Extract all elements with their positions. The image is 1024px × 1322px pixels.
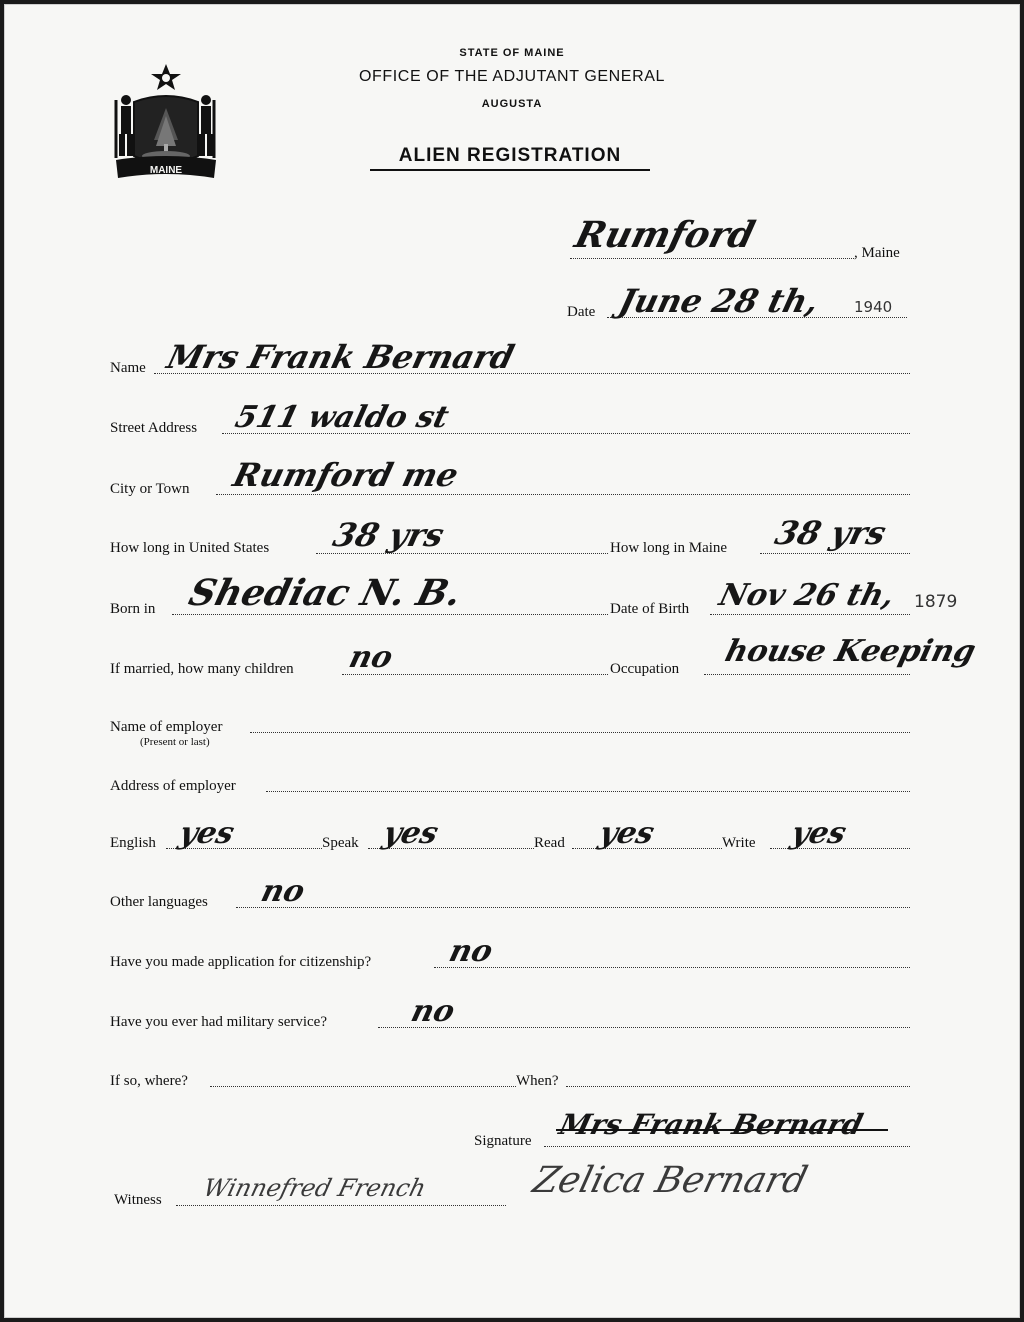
where-line [210, 1086, 516, 1087]
date-of-birth-label: Date of Birth [610, 601, 690, 617]
born-in-value: Shediac N. B. [184, 572, 466, 614]
signature-value: Zelica Bernard [528, 1160, 812, 1201]
city-line [216, 494, 910, 495]
town-line [570, 258, 854, 259]
where-label: If so, where? [110, 1073, 188, 1089]
employer-address-line [266, 791, 910, 792]
read-label: Read [534, 835, 565, 851]
street-label: Street Address [110, 420, 198, 436]
city-heading: AUGUSTA [481, 98, 543, 110]
form-title: ALIEN REGISTRATION [370, 145, 650, 171]
signature-line [544, 1146, 910, 1147]
city-label: City or Town [110, 481, 190, 497]
maine-label: , Maine [854, 245, 900, 261]
occupation-value: house Keeping [721, 634, 980, 669]
birth-year-value: 1879 [914, 592, 958, 612]
employer-address-label: Address of employer [110, 778, 236, 794]
employer-note: (Present or last) [140, 736, 210, 748]
registration-form [4, 4, 1020, 1318]
struck-signature: Mrs Frank Bernard [555, 1108, 867, 1141]
how-long-maine-value: 38 yrs [771, 514, 890, 552]
when-line [566, 1086, 910, 1087]
svg-text:MAINE: MAINE [149, 165, 183, 176]
write-label: Write [722, 835, 756, 851]
witness-value: Winnefred French [200, 1174, 429, 1202]
children-label: If married, how many children [110, 661, 294, 677]
occupation-line [704, 674, 910, 675]
street-value: 511 waldo st [231, 400, 453, 435]
when-label: When? [516, 1073, 559, 1089]
name-value: Mrs Frank Bernard [163, 338, 519, 376]
state-heading: STATE OF MAINE [459, 47, 565, 59]
witness-label: Witness [114, 1192, 162, 1208]
english-label: English [110, 835, 156, 851]
other-languages-label: Other languages [110, 894, 208, 910]
write-value: yes [787, 816, 850, 851]
city-value: Rumford me [229, 456, 463, 494]
other-languages-line [236, 907, 910, 908]
other-languages-value: no [257, 874, 309, 909]
speak-label: Speak [322, 835, 359, 851]
how-long-maine-label: How long in Maine [610, 540, 728, 556]
date-label: Date [567, 304, 596, 320]
military-line [378, 1027, 910, 1028]
how-long-maine-line [760, 553, 910, 554]
signature-label: Signature [474, 1133, 532, 1149]
date-value: June 28 th, [615, 282, 823, 320]
town-value: Rumford [570, 214, 760, 256]
children-value: no [345, 640, 397, 675]
employer-name-line [250, 732, 910, 733]
year-value: 1940 [854, 298, 893, 316]
how-long-us-label: How long in United States [110, 540, 270, 556]
born-in-label: Born in [110, 601, 156, 617]
born-in-line [172, 614, 608, 615]
read-value: yes [595, 816, 658, 851]
military-value: no [407, 994, 459, 1029]
office-heading: OFFICE OF THE ADJUTANT GENERAL [358, 68, 666, 85]
citizenship-label: Have you made application for citizenship? [110, 954, 372, 970]
citizenship-value: no [445, 934, 497, 969]
citizenship-line [434, 967, 910, 968]
date-of-birth-line [710, 614, 910, 615]
occupation-label: Occupation [610, 661, 680, 677]
date-of-birth-value: Nov 26 th, [715, 578, 898, 613]
english-value: yes [175, 816, 238, 851]
signature-strikethrough [556, 1129, 888, 1131]
witness-line [176, 1205, 506, 1206]
employer-name-label: Name of employer [110, 719, 223, 735]
how-long-us-value: 38 yrs [329, 516, 448, 554]
name-label: Name [110, 360, 146, 376]
speak-value: yes [379, 816, 442, 851]
military-label: Have you ever had military service? [110, 1014, 327, 1030]
